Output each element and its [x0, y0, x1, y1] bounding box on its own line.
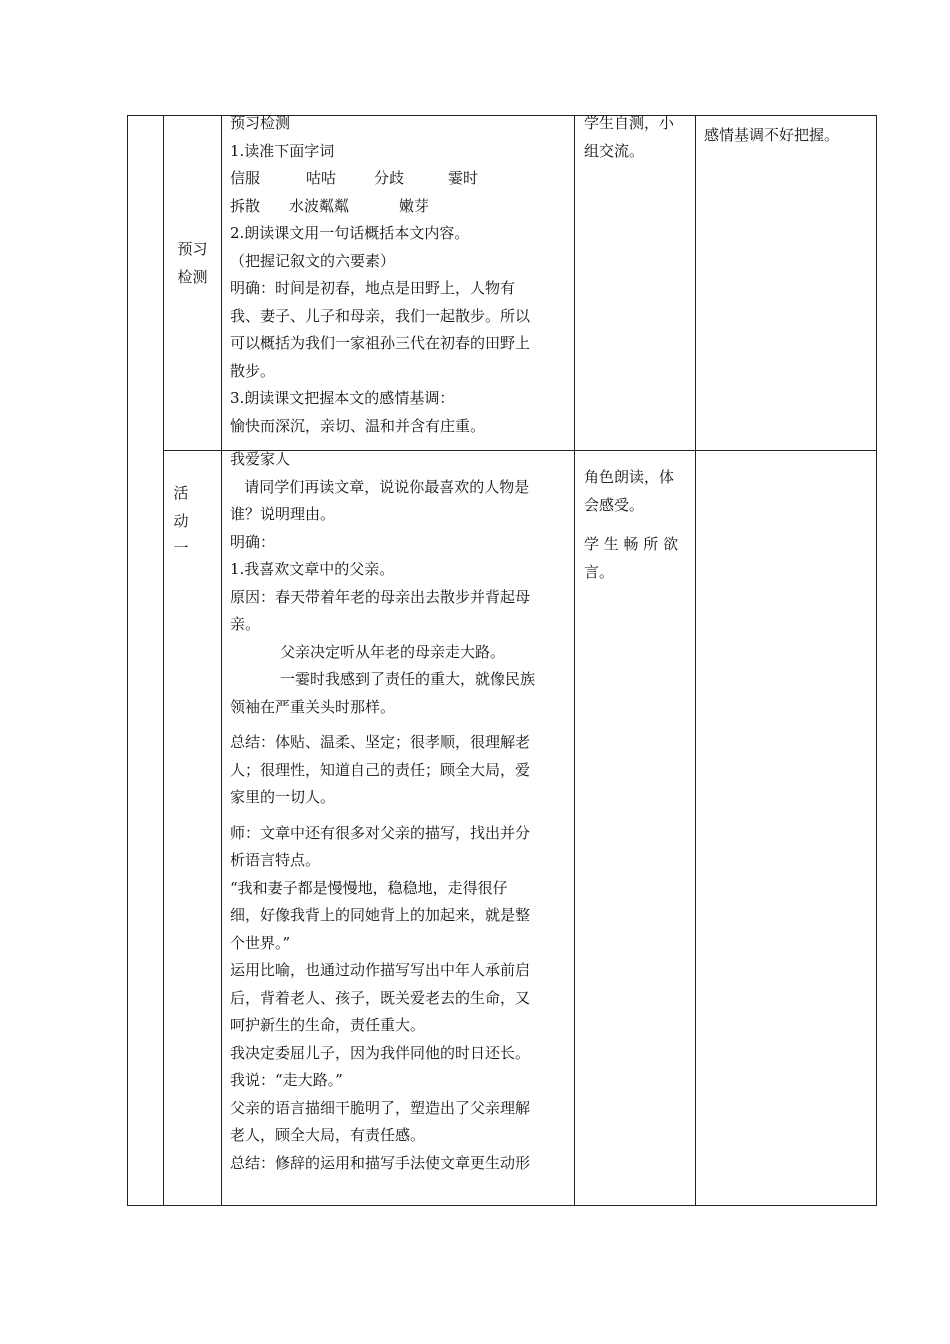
table-divider-2 — [221, 115, 222, 1206]
word-list-line-1 — [230, 165, 570, 193]
row2-content — [230, 446, 570, 1177]
question-2-hint: （把握记叙文的六要素） — [230, 251, 396, 270]
row1-label-line: 预习 — [177, 240, 208, 258]
table-border-left — [127, 115, 128, 1206]
student-activity-line: 学 生 畅 所 欲 — [584, 535, 679, 553]
row1-label-line: 检测 — [177, 267, 208, 286]
table-divider-3 — [574, 115, 575, 1206]
student-activity-line: 言。 — [584, 562, 615, 581]
reason-line: 原因：春天带着年老的母亲出去散步并背起母 — [230, 587, 531, 606]
student-activity-line: 会感受。 — [584, 495, 645, 514]
answer-line: 明确：时间是初春，地点是田野上，人物有 — [230, 279, 516, 297]
question-1: 1.读准下面字词 — [230, 141, 335, 160]
reason-3-line: 领袖在严重关头时那样。 — [230, 697, 396, 716]
teacher-line: 析语言特点。 — [230, 851, 321, 869]
analysis-line: 运用比喻，也通过动作描写写出中年人承前启 — [230, 961, 531, 979]
decision-line: 我决定委屈儿子，因为我伴同他的时日还长。 — [230, 1043, 531, 1062]
student-activity-line: 组交流。 — [584, 141, 645, 160]
table-divider-4 — [695, 115, 696, 1206]
row2-label-line: 一 — [173, 539, 189, 557]
word: 信服 — [230, 169, 261, 187]
row2-label-line: 动 — [173, 511, 189, 530]
analysis-2-line: 老人，顾全大局，有责任感。 — [230, 1126, 426, 1144]
word: 水波粼粼 — [289, 196, 350, 215]
section-title: 我爱家人 — [230, 450, 291, 468]
summary-line: 人；很理性，知道自己的责任；顾全大局，爱 — [230, 760, 531, 779]
analysis-line: 后，背着老人、孩子，既关爱老去的生命，又 — [230, 988, 531, 1007]
item-1: 1.我喜欢文章中的父亲。 — [230, 560, 395, 578]
summary-line: 家里的一切人。 — [230, 788, 336, 806]
final-summary: 总结：修辞的运用和描写手法使文章更生动形 — [230, 1153, 531, 1172]
reason-3-line: 一霎时我感到了责任的重大，就像民族 — [280, 670, 536, 688]
analysis-line: 呵护新生的生命，责任重大。 — [230, 1016, 426, 1034]
student-activity-line: 学生自测，小 — [584, 114, 675, 132]
word: 咕咕 — [306, 169, 337, 187]
word: 拆散 — [230, 196, 261, 215]
row2-label-line: 活 — [173, 484, 189, 502]
quote-line: “我和妻子都是慢慢地，稳稳地，走得很仔 — [230, 878, 508, 897]
reason-line: 亲。 — [230, 615, 261, 633]
note-text: 感情基调不好把握。 — [704, 126, 840, 144]
word: 霎时 — [448, 169, 479, 187]
intro-line: 谁？说明理由。 — [230, 505, 336, 523]
question-3: 3.朗读课文把握本文的感情基调： — [230, 389, 455, 407]
quote-line: 细，好像我背上的同她背上的加起来，就是整 — [230, 906, 531, 924]
row1-student-activity — [584, 110, 692, 165]
student-activity-line: 角色朗读，体 — [584, 468, 675, 486]
section-title: 预习检测 — [230, 114, 291, 132]
word: 嫩芽 — [399, 196, 430, 215]
question-3-answer: 愉快而深沉，亲切、温和并含有庄重。 — [230, 416, 486, 435]
row1-content — [230, 110, 570, 440]
question-2: 2.朗读课文用一句话概括本文内容。 — [230, 224, 470, 242]
reason-2: 父亲决定听从年老的母亲走大路。 — [280, 642, 506, 661]
row1-note — [704, 122, 874, 150]
analysis-2-line: 父亲的语言描细干脆明了，塑造出了父亲理解 — [230, 1098, 531, 1117]
table-border-right — [876, 115, 877, 1206]
row2-label — [164, 480, 198, 563]
row1-label — [164, 236, 221, 291]
answer-line: 可以概括为我们一家祖孙三代在初春的田野上 — [230, 334, 531, 352]
say-line: 我说：“走大路。” — [230, 1071, 343, 1089]
summary-line: 总结：体贴、温柔、坚定；很孝顺，很理解老 — [230, 733, 531, 751]
intro-line: 请同学们再读文章，说说你最喜欢的人物是 — [230, 477, 530, 496]
word: 分歧 — [374, 169, 405, 187]
word-list-line-2 — [230, 193, 570, 221]
row2-student-activity — [584, 464, 692, 586]
answer-line: 我、妻子、儿子和母亲，我们一起散步。所以 — [230, 306, 531, 325]
answer-line: 散步。 — [230, 361, 276, 380]
mingque-label: 明确： — [230, 532, 276, 551]
teacher-line: 师：文章中还有很多对父亲的描写，找出并分 — [230, 823, 531, 842]
quote-line: 个世界。” — [230, 933, 291, 952]
table-border-bottom — [127, 1205, 877, 1206]
